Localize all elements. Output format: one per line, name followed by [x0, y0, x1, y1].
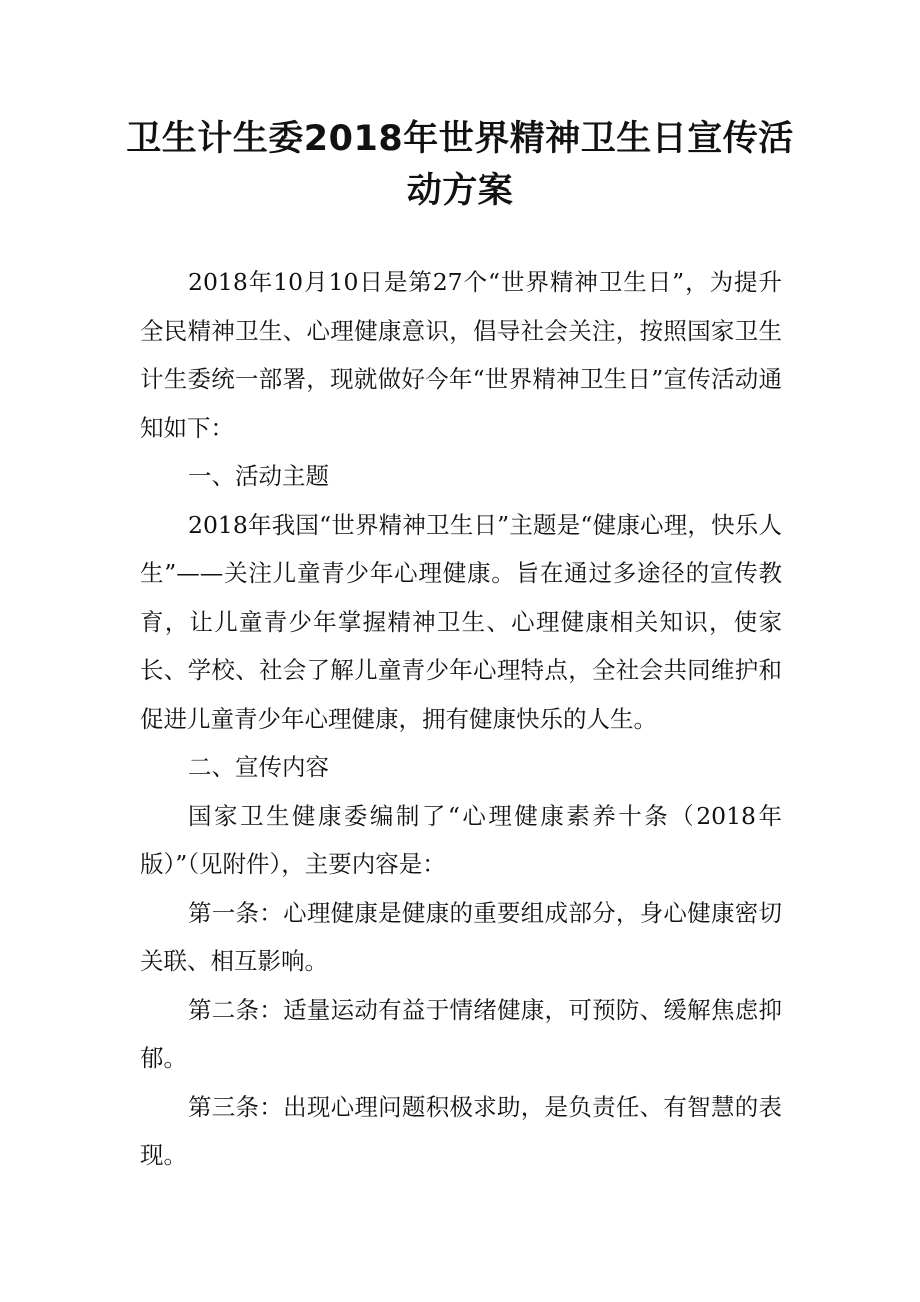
article-two-paragraph: 第二条：适量运动有益于情绪健康，可预防、缓解焦虑抑郁。 — [140, 995, 782, 1072]
document-body — [140, 258, 782, 1180]
section-heading-theme: 一、活动主题 — [188, 462, 329, 490]
section-heading-content: 二、宣传内容 — [188, 753, 329, 781]
document-title: 卫生计生委2018年世界精神卫生日宣传活动方案 — [126, 119, 794, 211]
intro-paragraph: 2018年10月10日是第27个“世界精神卫生日”，为提升全民精神卫生、心理健康意识，倡导社会关注，按照国家卫生计生委统一部署，现就做好今年“世界精神卫生日”宣传活动通知如下： — [140, 268, 782, 442]
theme-paragraph: 2018年我国“世界精神卫生日”主题是“健康心理，快乐人生”——关注儿童青少年心理健康。旨在通过多途径的宣传教育，让儿童青少年掌握精神卫生、心理健康相关知识，使家长、学校、社会了解儿童青少年心理特点，全社会共同维护和促进儿童青少年心理健康，拥有健康快乐的人生。 — [140, 510, 782, 733]
article-one-paragraph: 第一条：心理健康是健康的重要组成部分，身心健康密切关联、相互影响。 — [140, 898, 782, 975]
content-intro-paragraph: 国家卫生健康委编制了“心理健康素养十条（2018年版）”（见附件），主要内容是： — [140, 801, 782, 878]
article-three-paragraph: 第三条：出现心理问题积极求助，是负责任、有智慧的表现。 — [140, 1092, 782, 1169]
